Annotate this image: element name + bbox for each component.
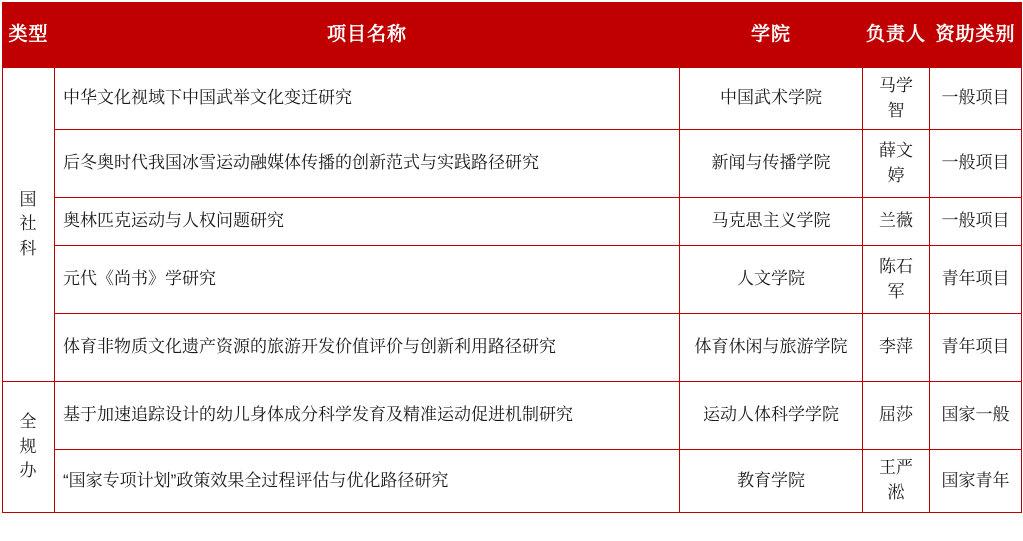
project-name-cell: “国家专项计划”政策效果全过程评估与优化路径研究 [55, 450, 680, 512]
leader-cell: 马学智 [863, 68, 930, 130]
table-row [3, 130, 1022, 198]
leader-cell: 薛文婷 [863, 130, 930, 198]
school-cell: 体育休闲与旅游学院 [680, 314, 863, 382]
column-header-leader: 负责人 [863, 3, 930, 68]
table-row [3, 314, 1022, 382]
fund-category-cell: 国家一般 [930, 382, 1022, 450]
fund-category-cell: 青年项目 [930, 246, 1022, 314]
project-name-cell: 元代《尚书》学研究 [55, 246, 680, 314]
leader-cell: 王严淞 [863, 450, 930, 512]
leader-cell: 李萍 [863, 314, 930, 382]
project-name-cell: 基于加速追踪设计的幼儿身体成分科学发育及精准运动促进机制研究 [55, 382, 680, 450]
column-header-project-name: 项目名称 [55, 3, 680, 68]
group-type-cell: 国社科 [3, 68, 55, 382]
column-header-fund-category: 资助类别 [930, 3, 1022, 68]
school-cell: 人文学院 [680, 246, 863, 314]
leader-cell: 屈莎 [863, 382, 930, 450]
table-row [3, 68, 1022, 130]
fund-category-cell: 一般项目 [930, 68, 1022, 130]
leader-cell: 陈石军 [863, 246, 930, 314]
project-name-cell: 中华文化视域下中国武举文化变迁研究 [55, 68, 680, 130]
school-cell: 教育学院 [680, 450, 863, 512]
column-header-school: 学院 [680, 3, 863, 68]
fund-category-cell: 一般项目 [930, 130, 1022, 198]
school-cell: 新闻与传播学院 [680, 130, 863, 198]
group-type-cell: 全规办 [3, 382, 55, 512]
table-row [3, 382, 1022, 450]
fund-category-cell: 一般项目 [930, 198, 1022, 246]
project-name-cell: 体育非物质文化遗产资源的旅游开发价值评价与创新利用路径研究 [55, 314, 680, 382]
leader-cell: 兰薇 [863, 198, 930, 246]
table-row [3, 246, 1022, 314]
project-name-cell: 奥林匹克运动与人权问题研究 [55, 198, 680, 246]
column-header-type: 类型 [3, 3, 55, 68]
school-cell: 运动人体科学学院 [680, 382, 863, 450]
table-row [3, 450, 1022, 512]
table-header-row [3, 3, 1022, 68]
school-cell: 马克思主义学院 [680, 198, 863, 246]
table-row [3, 198, 1022, 246]
project-list-table [2, 2, 1022, 513]
project-name-cell: 后冬奥时代我国冰雪运动融媒体传播的创新范式与实践路径研究 [55, 130, 680, 198]
school-cell: 中国武术学院 [680, 68, 863, 130]
fund-category-cell: 国家青年 [930, 450, 1022, 512]
fund-category-cell: 青年项目 [930, 314, 1022, 382]
